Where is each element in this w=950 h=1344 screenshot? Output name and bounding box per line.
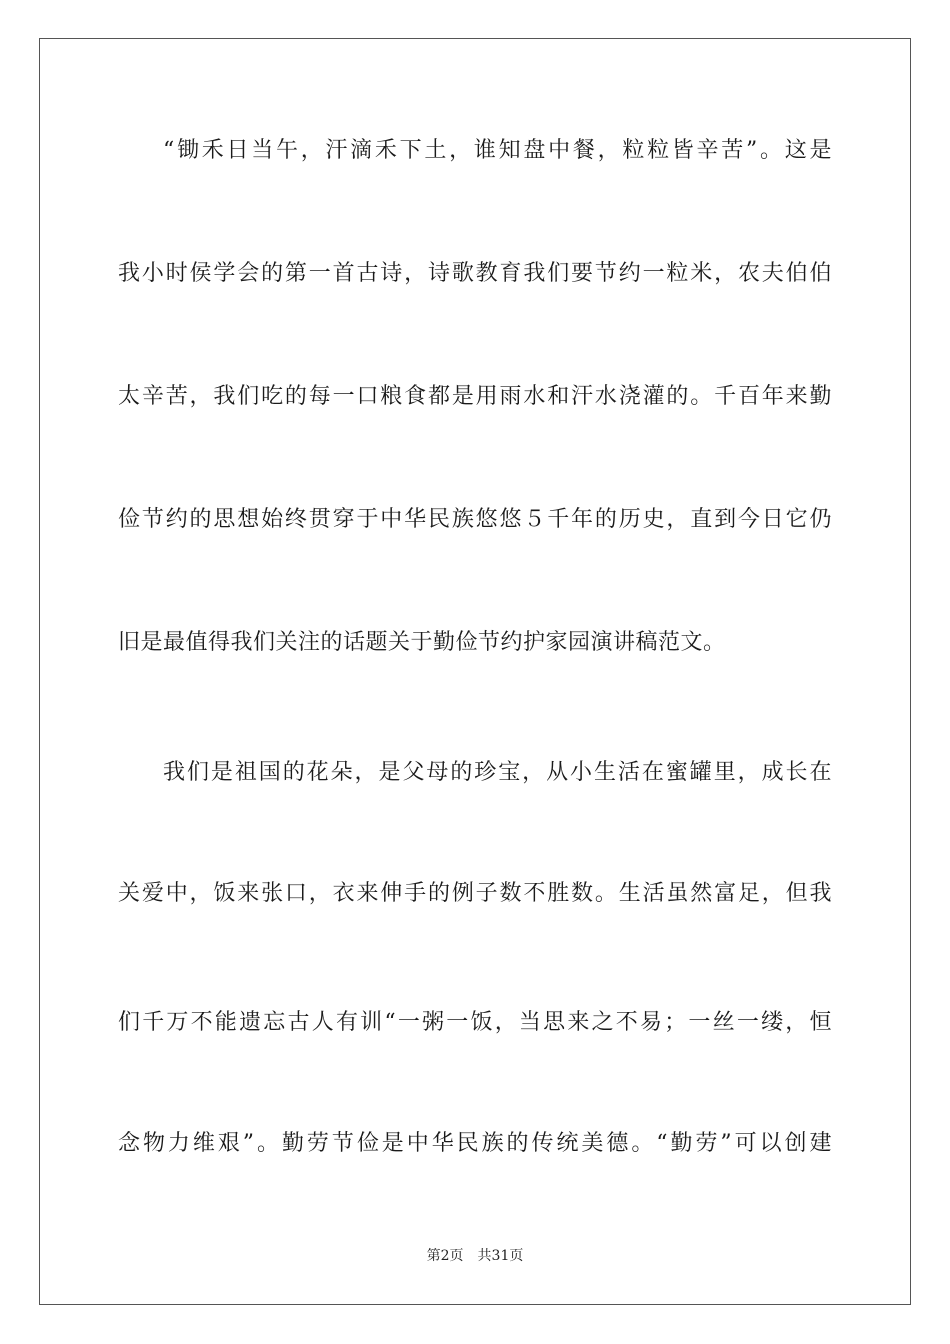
paragraph-2-line-1: 我们是祖国的花朵，是父母的珍宝，从小生活在蜜罐里，成长在 (163, 760, 832, 785)
paragraph-2-line-3: 们千万不能遗忘古人有训“一粥一饭，当思来之不易；一丝一缕，恒 (118, 1010, 832, 1035)
paragraph-1-line-3: 太辛苦，我们吃的每一口粮食都是用雨水和汗水浇灌的。千百年来勤 (118, 384, 832, 409)
page-footer (0, 1247, 950, 1265)
paragraph-2-line-4: 念物力维艰”。勤劳节俭是中华民族的传统美德。“勤劳”可以创建 (118, 1131, 832, 1156)
page-total: 共31页 (477, 1248, 524, 1264)
paragraph-1-line-4: 俭节约的思想始终贯穿于中华民族悠悠５千年的历史，直到今日它仍 (118, 507, 832, 532)
paragraph-1-line-5: 旧是最值得我们关注的话题关于勤俭节约护家园演讲稿范文。 (118, 630, 726, 655)
paragraph-1-line-1: “锄禾日当午，汗滴禾下土，谁知盘中餐，粒粒皆辛苦”。这是 (163, 138, 832, 163)
page-border (39, 38, 911, 1305)
paragraph-2-line-2: 关爱中，饭来张口，衣来伸手的例子数不胜数。生活虽然富足，但我 (118, 881, 832, 906)
page-number: 第2页 (426, 1248, 464, 1264)
paragraph-1-line-2: 我小时侯学会的第一首古诗，诗歌教育我们要节约一粒米，农夫伯伯 (118, 261, 832, 286)
